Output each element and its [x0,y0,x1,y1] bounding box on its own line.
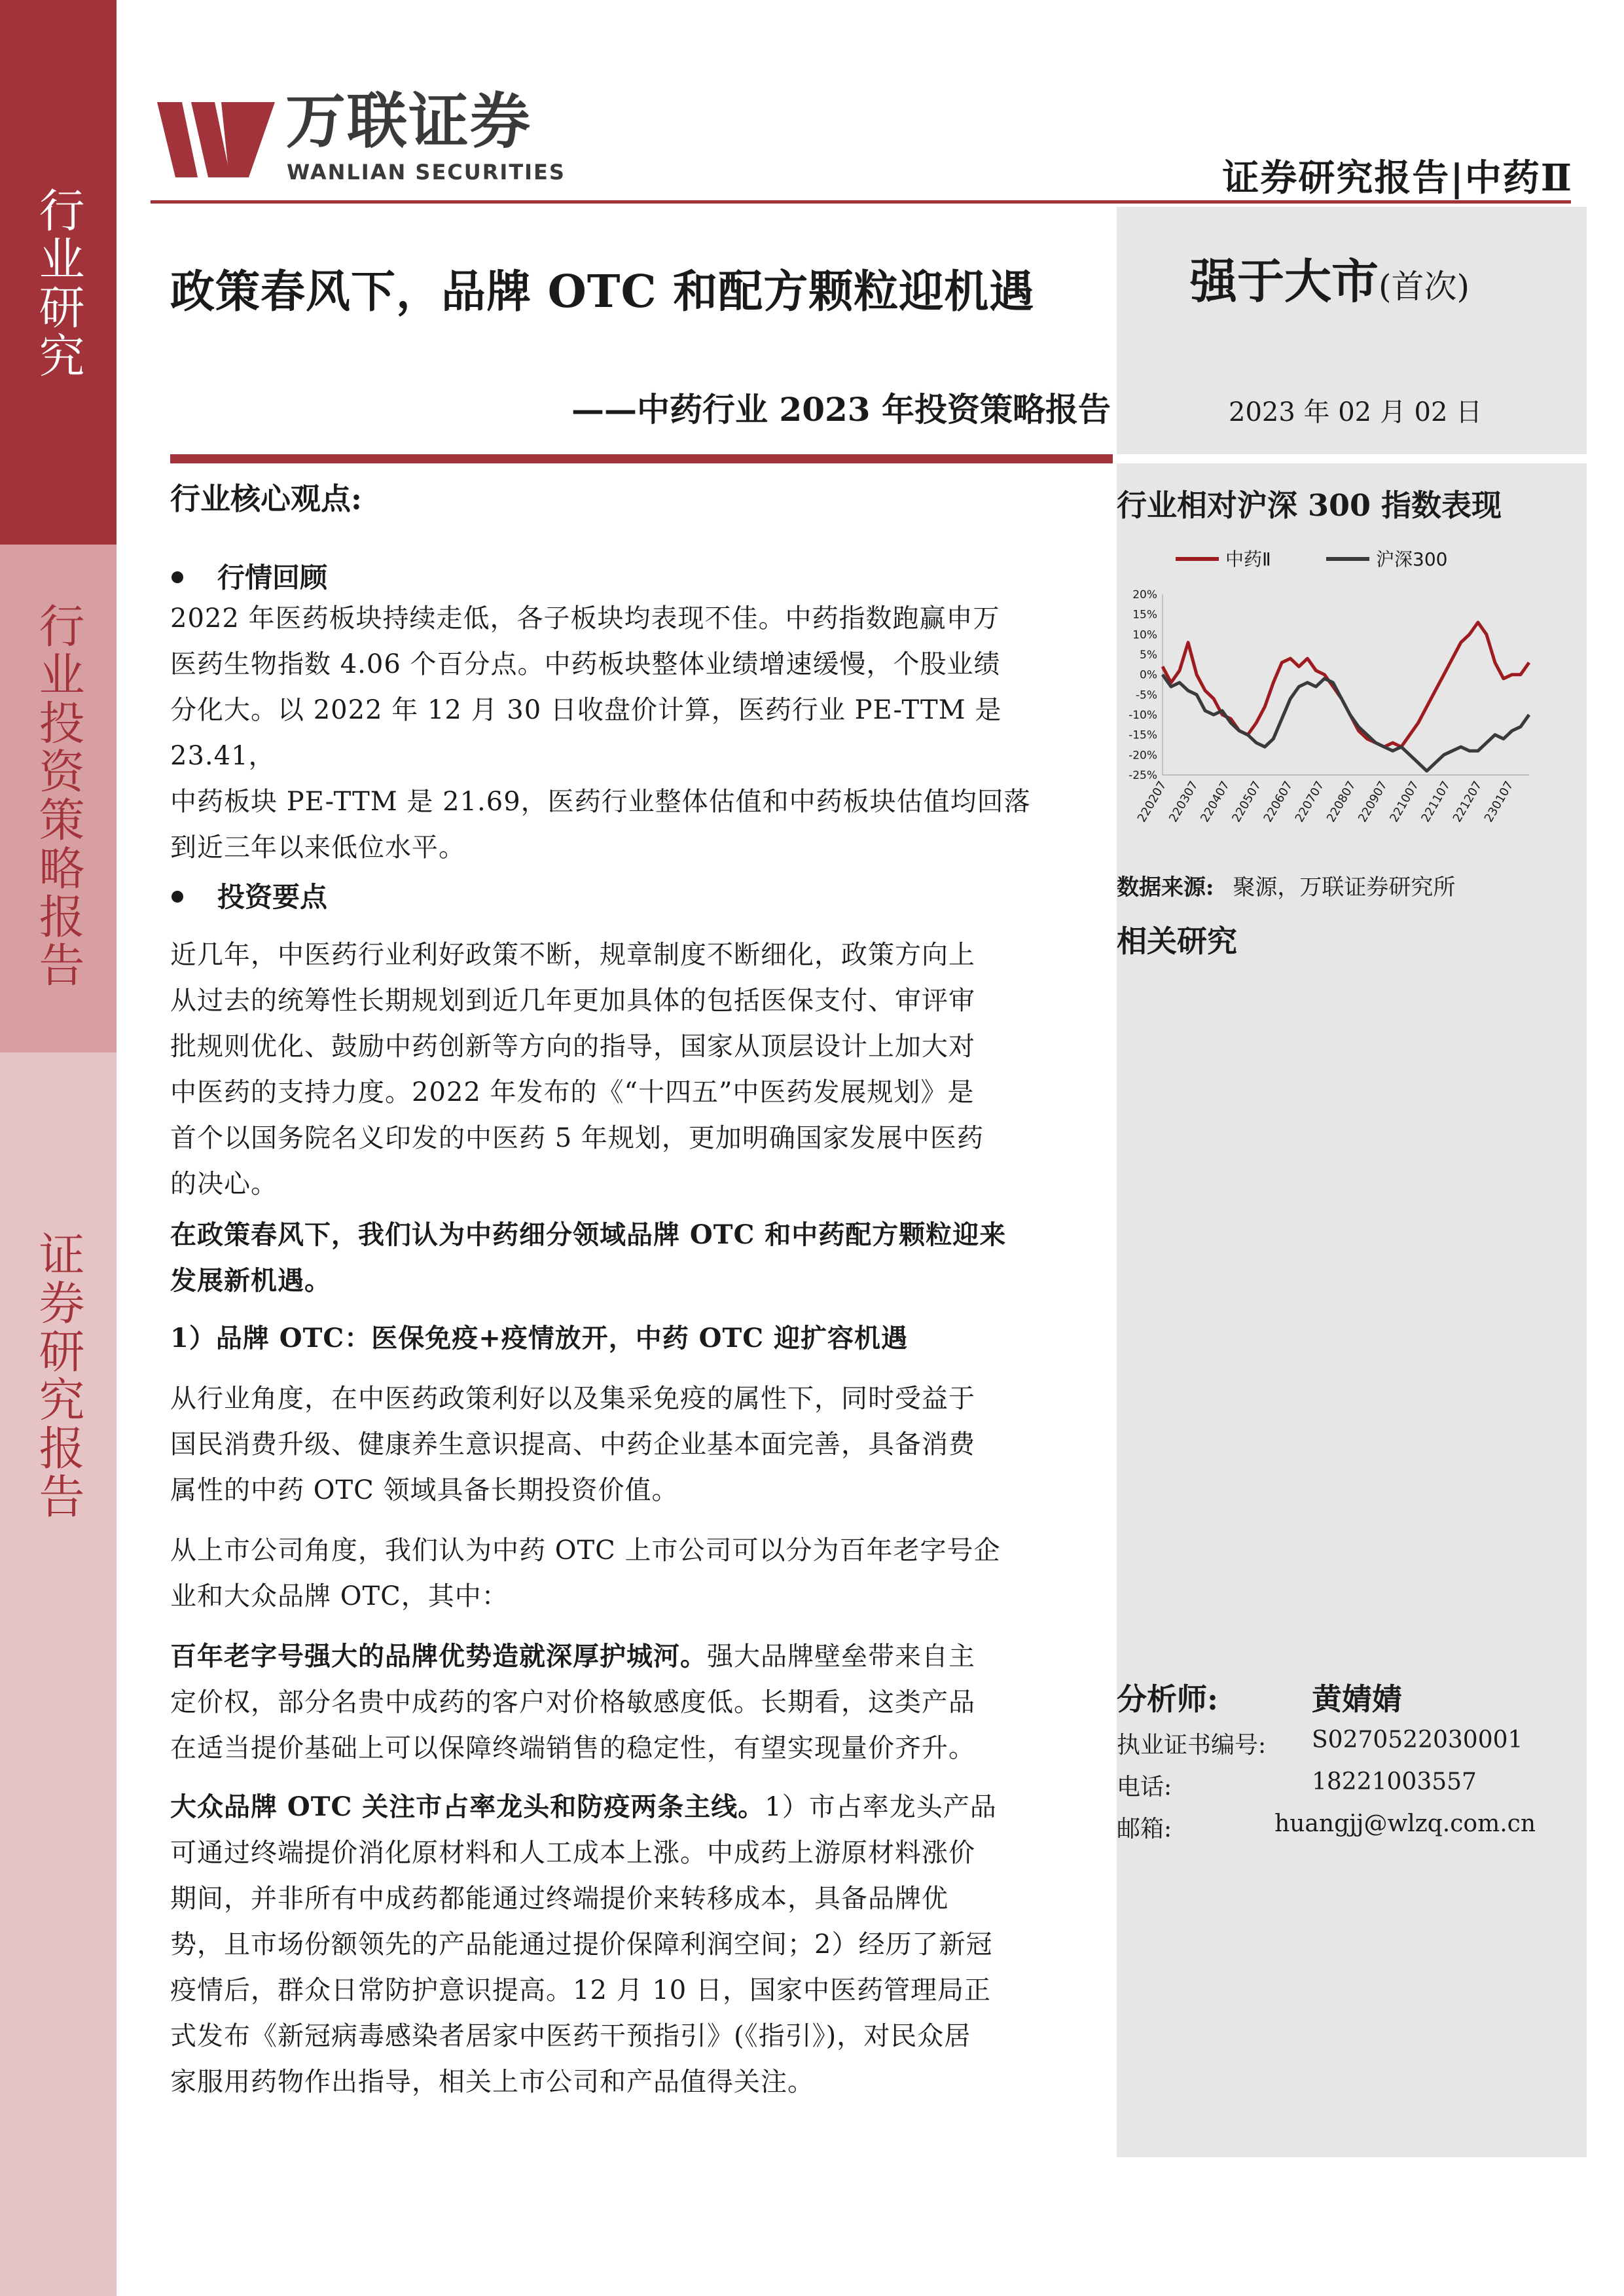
text-line: 发展新机遇。 [170,1265,331,1296]
text-line: 从行业角度，在中医药政策利好以及集采免疫的属性下，同时受益于 [170,1384,975,1414]
y-tick-label: 5% [1140,649,1157,662]
data-source [1117,869,1455,901]
core-views-heading: 行业核心观点: [170,481,362,516]
text-line: 在适当提价基础上可以保障终端销售的稳定性，有望实现量价齐升。 [170,1733,975,1763]
sidebar-block-industry-research [0,0,117,545]
y-tick-label: 10% [1132,628,1157,642]
chart-svg [1117,539,1542,853]
text-line: 医药生物指数 4.06 个百分点。中药板块整体业绩增速缓慢，个股业绩 [170,649,1001,679]
phone-label: 电话: [1117,1774,1172,1801]
text-line: 可通过终端提价消化原材料和人工成本上涨。中成药上游原材料涨价 [170,1838,975,1868]
text-line: 分化大。以 2022 年 12 月 30 日收盘价计算，医药行业 PE-TTM 是 23.41， [170,695,1002,771]
x-tick-label: 221207 [1450,779,1485,825]
source-label: 数据来源: [1117,874,1214,901]
y-tick-label: 20% [1132,588,1157,601]
text-line: 2022 年医药板块持续走低，各子板块均表现不佳。中药指数跑赢申万 [170,603,1000,634]
analyst-row-main [1117,1676,1536,1719]
x-tick-label: 221107 [1418,779,1453,825]
text-line: 到近三年以来低位水平。 [170,833,465,863]
x-tick-label: 221007 [1387,779,1422,825]
email-label: 邮箱: [1117,1816,1172,1842]
rating-sub: (首次) [1379,268,1470,306]
legend-label: 沪深300 [1376,548,1448,570]
text-line: 势，且市场份额领先的产品能通过提价保障利润空间；2）经历了新冠 [170,1929,993,1960]
cert-label: 执业证书编号: [1117,1732,1267,1759]
text-line: 业和大众品牌 OTC，其中： [170,1581,509,1611]
x-tick-label: 220707 [1292,779,1327,825]
section1-paragraph [170,596,1051,870]
text-line: 从过去的统筹性长期规划到近几年更加具体的包括医保支付、审评审 [170,986,975,1016]
series-line [1163,675,1529,771]
y-tick-label: -10% [1128,709,1157,722]
related-research-heading: 相关研究 [1117,924,1237,959]
report-type: 证券研究报告|中药Ⅱ [1222,156,1573,200]
text-line: 式发布《新冠病毒感染者居家中医药干预指引》(《指引》)，对民众居 [170,2021,971,2051]
sidebar-label: 行业研究 [31,187,85,380]
rating-label [1190,243,1470,312]
bullet-icon [171,571,183,583]
title-divider [170,454,1113,463]
section-heading-investment-points [171,876,327,915]
x-tick-label: 220607 [1261,779,1296,825]
section-title: 行情回顾 [217,562,328,594]
y-tick-label: -25% [1128,769,1157,782]
text-line: 属性的中药 OTC 领域具备长期投资价值。 [170,1475,679,1505]
text-line: 中药板块 PE-TTM 是 21.69，医药行业整体估值和中药板块估值均回落 [170,787,1031,817]
source-text: 聚源，万联证券研究所 [1233,874,1456,901]
text-line: 疫情后，群众日常防护意识提高。12 月 10 日，国家中医药管理局正 [170,1975,991,2005]
page-subtitle: ——中药行业 2023 年投资策略报告 [571,390,1111,429]
text-span: 强大品牌壁垒带来自主 [707,1641,975,1672]
analyst-email-row [1117,1810,1536,1844]
phone-value: 18221003557 [1312,1768,1477,1795]
page-title: 政策春风下，品牌 OTC 和配方颗粒迎机遇 [170,266,1035,318]
x-tick-label: 220307 [1166,779,1201,825]
text-line [170,1784,1051,1830]
logo-name-cn: 万联证券 [285,86,532,156]
emphasis-text: 百年老字号强大的品牌优势造就深厚护城河。 [170,1641,707,1672]
y-tick-label: 0% [1140,668,1157,682]
section-title: 投资要点 [217,881,328,913]
text-line: 中医药的支持力度。2022 年发布的《“十四五”中医药发展规划》是 [170,1077,975,1107]
text-line: 国民消费升级、健康养生意识提高、中药企业基本面完善，具备消费 [170,1429,975,1460]
sidebar-label: 行业投资策略报告 [31,602,85,990]
x-tick-label: 220907 [1356,779,1390,825]
header-divider [151,200,1571,204]
legend-label: 中药Ⅱ [1225,548,1271,570]
relative-performance-chart [1117,539,1542,853]
key-thesis-paragraph [170,1212,1051,1304]
company-logo [157,86,615,190]
y-tick-label: -15% [1128,728,1157,742]
text-line: 在政策春风下，我们认为中药细分领域品牌 OTC 和中药配方颗粒迎来 [170,1219,1007,1250]
policy-paragraph [170,932,1051,1207]
cert-value: S0270522030001 [1312,1727,1523,1753]
email-value: huangjj@wlzq.com.cn [1274,1810,1536,1837]
sidebar-block-strategy-report [0,545,117,1052]
brand-otc-heading: 1）品牌 OTC：医保免疫+疫情放开，中药 OTC 迎扩容机遇 [170,1323,909,1354]
series-line [1163,622,1529,747]
analyst-phone-row [1117,1768,1536,1802]
text-line: 首个以国务院名义印发的中医药 5 年规划，更加明确国家发展中医药 [170,1123,984,1153]
rating-value: 强于大市 [1190,253,1379,309]
old-brand-paragraph [170,1634,1051,1771]
logo-mark-icon [157,96,275,187]
section-heading-market-review [171,556,327,596]
report-date: 2023 年 02 月 02 日 [1229,397,1483,427]
industry-angle-paragraph [170,1376,1051,1513]
text-line: 期间，并非所有中成药都能通过终端提价来转移成本，具备品牌优 [170,1884,948,1914]
text-line: 定价权，部分名贵中成药的客户对价格敏感度低。长期看，这类产品 [170,1687,975,1717]
analyst-cert-row [1117,1727,1536,1760]
x-tick-label: 220407 [1198,779,1233,825]
company-angle-paragraph [170,1528,1051,1619]
sidebar-label: 证券研究报告 [31,1230,85,1521]
text-line: 近几年，中医药行业利好政策不断，规章制度不断细化，政策方向上 [170,940,975,970]
mass-brand-paragraph [170,1784,1051,2105]
text-line: 从上市公司角度，我们认为中药 OTC 上市公司可以分为百年老字号企 [170,1535,1001,1566]
logo-name-en: WANLIAN SECURITIES [287,160,566,185]
text-line: 家服用药物作出指导，相关上市公司和产品值得关注。 [170,2067,814,2097]
text-span: 1）市占率龙头产品 [765,1792,997,1822]
analyst-label: 分析师: [1117,1681,1218,1717]
bullet-icon [171,891,183,903]
text-line: 批规则优化、鼓励中药创新等方向的指导，国家从顶层设计上加大对 [170,1031,975,1062]
x-tick-label: 220507 [1229,779,1264,825]
y-tick-label: -5% [1135,689,1157,702]
x-tick-label: 220207 [1134,779,1170,825]
x-tick-label: 220807 [1324,779,1359,825]
chart-heading: 行业相对沪深 300 指数表现 [1117,488,1502,523]
x-tick-label: 230107 [1481,779,1517,825]
analyst-name: 黄婧婧 [1312,1681,1402,1717]
emphasis-text: 大众品牌 OTC 关注市占率龙头和防疫两条主线。 [170,1791,765,1822]
y-tick-label: 15% [1132,608,1157,622]
text-line [170,1634,1051,1679]
text-line: 的决心。 [170,1169,278,1199]
y-tick-label: -20% [1128,749,1157,762]
sidebar-block-securities-report [0,1052,117,2296]
